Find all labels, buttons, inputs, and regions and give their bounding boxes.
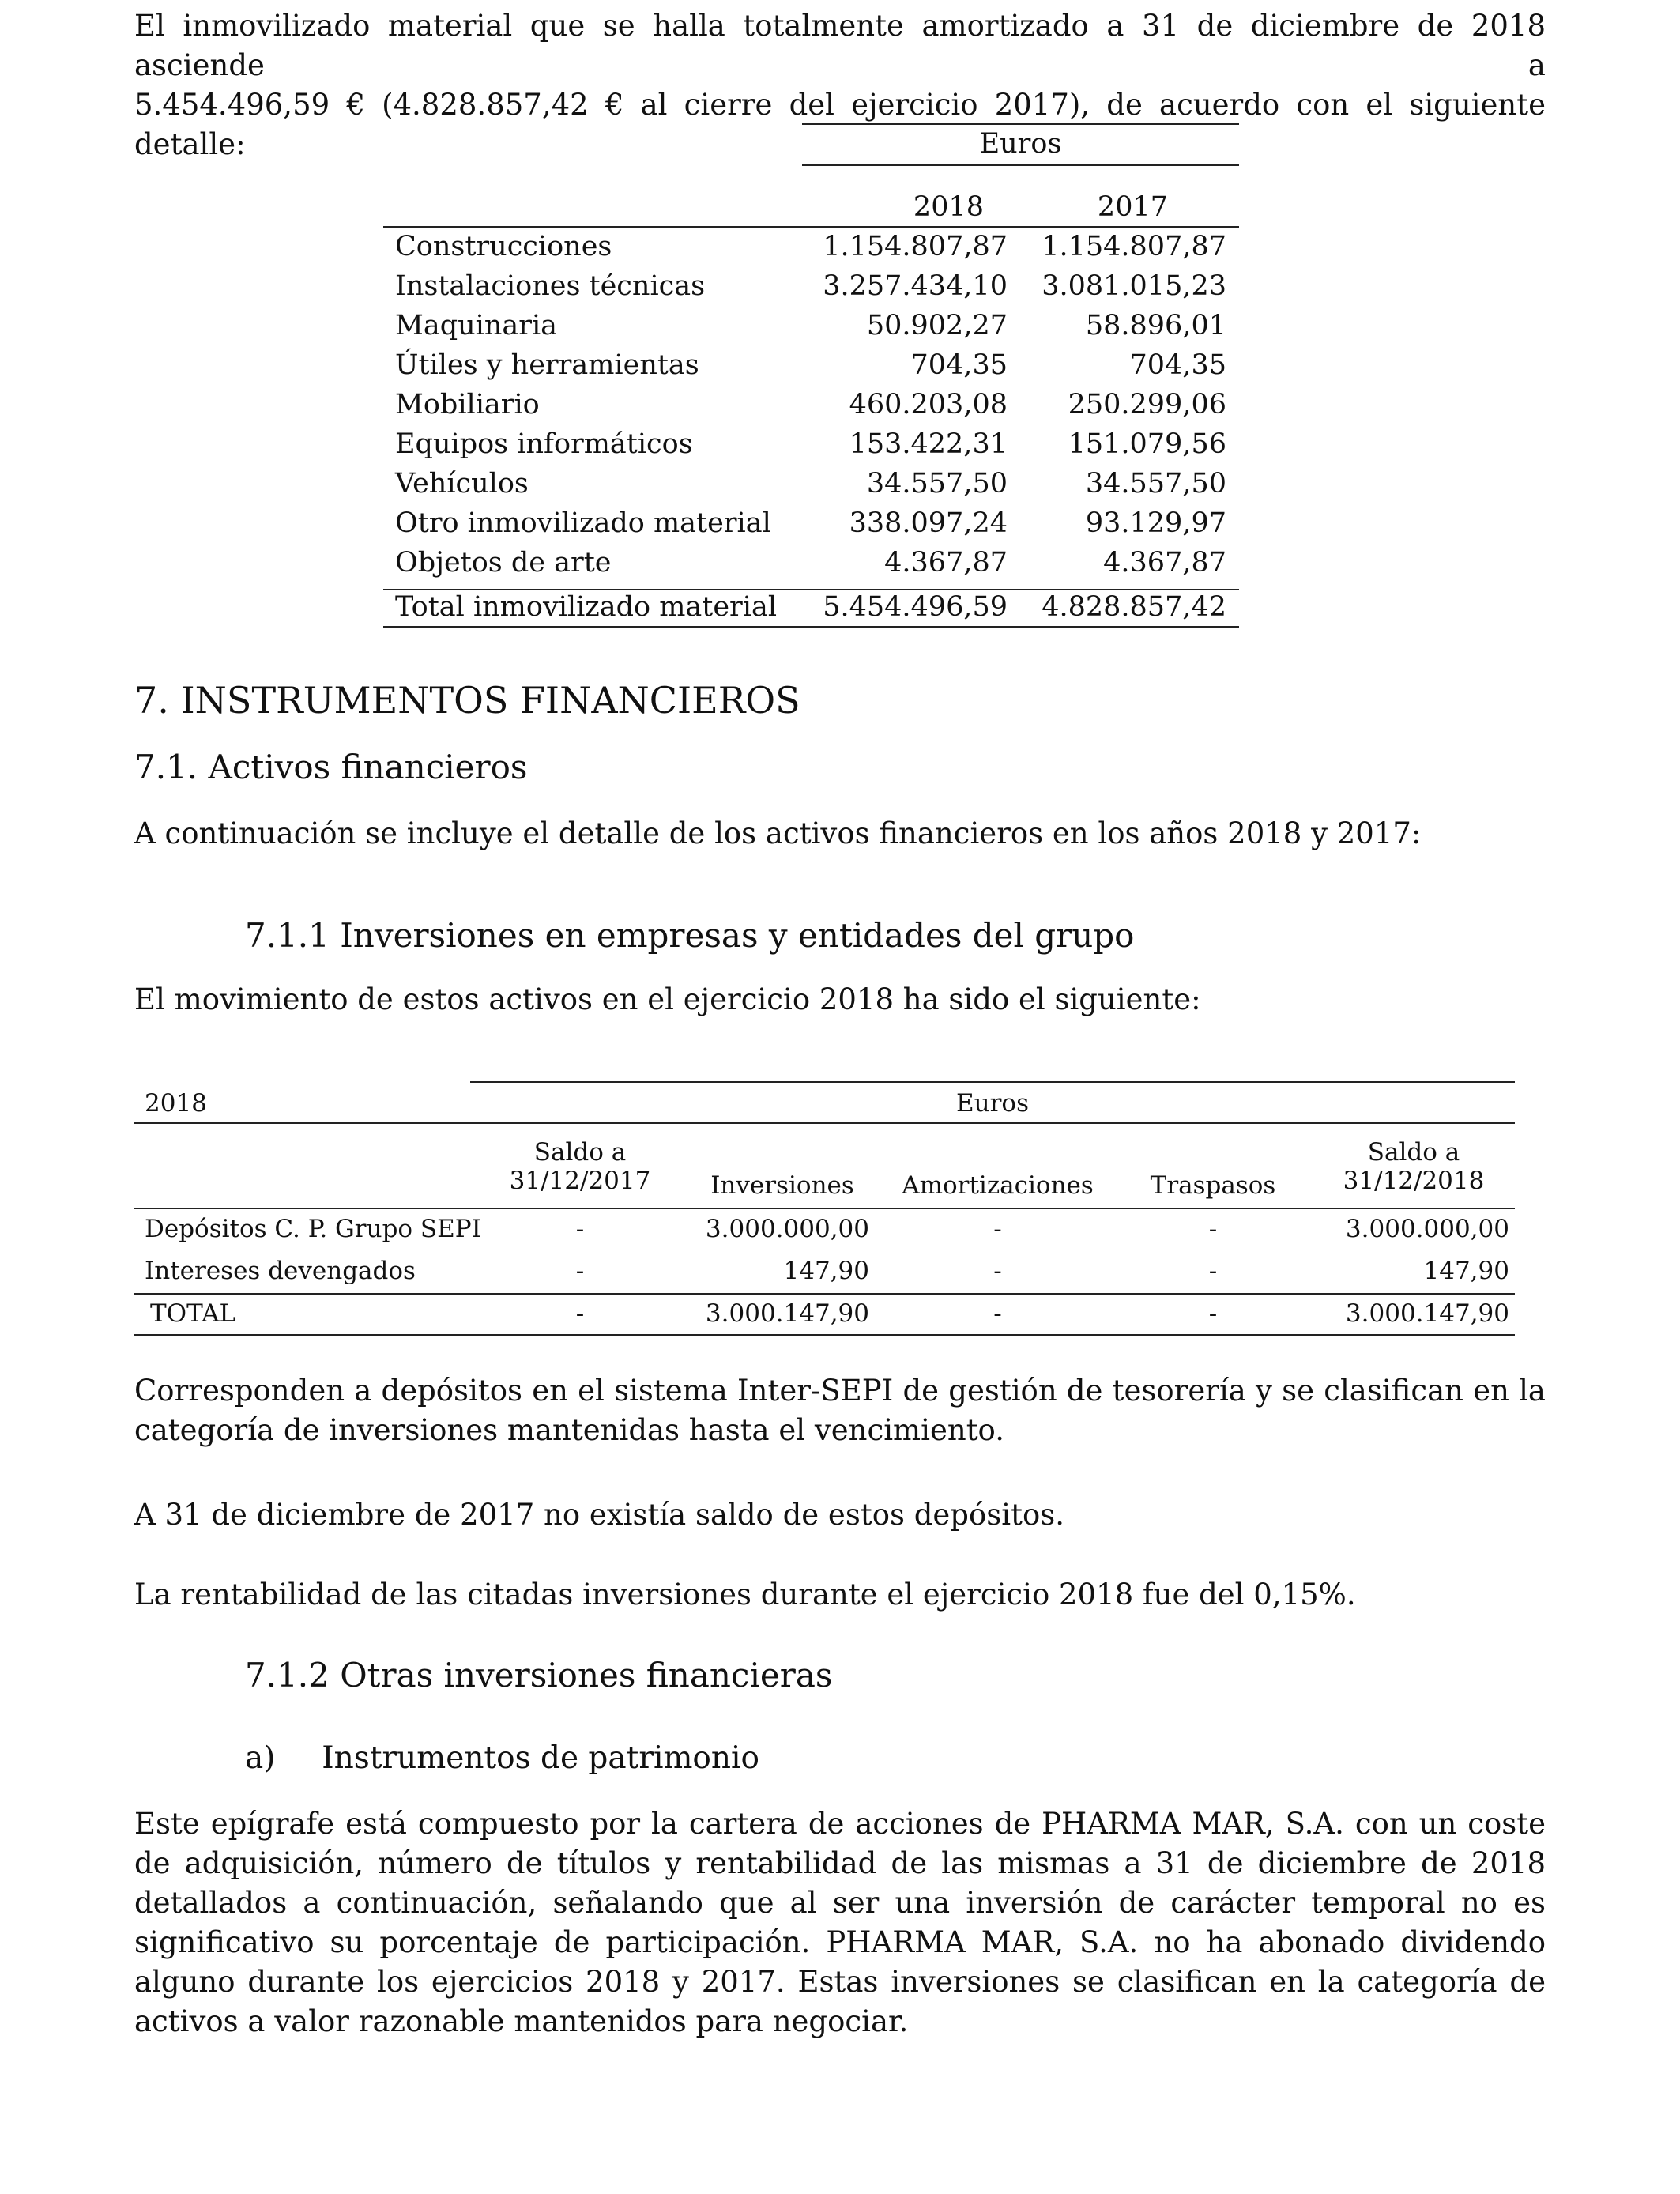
total-saldo-2018: 3.000.147,90 <box>1345 1299 1509 1328</box>
table2-header-saldo-2017 <box>490 1138 670 1195</box>
table2-header-saldo-2018 <box>1316 1138 1512 1195</box>
total-value-2017: 4.828.857,42 <box>1042 591 1226 623</box>
row-amortizaciones: - <box>993 1257 1002 1285</box>
header-date-2018: 31/12/2018 <box>1343 1167 1485 1195</box>
row-value-2017: 34.557,50 <box>1085 468 1226 499</box>
table1-col-2017: 2017 <box>1097 191 1168 223</box>
paragraph-no-balance-2017: A 31 de diciembre de 2017 no existía saldo de estos depósitos. <box>134 1498 1064 1532</box>
total-traspasos: - <box>1208 1299 1218 1328</box>
row-value-2017: 250.299,06 <box>1068 389 1226 420</box>
row-value-2017: 1.154.807,87 <box>1042 231 1226 262</box>
row-value-2017: 4.367,87 <box>1103 547 1226 579</box>
row-value-2018: 34.557,50 <box>866 468 1008 499</box>
paragraph-pharma-mar: Este epígrafe está compuesto por la cartera de acciones de PHARMA MAR, S.A. con un coste de adquisición, número de títulos y rentabilidad de las mismas a 31 de diciembre de 2018 detallados a continuación, señalando que al ser una inversión de carácter temporal no es significativo su porcentaje de participación. PHARMA MAR, S.A. no ha abonado dividendo alguno durante los ejercicios 2018 y 2017. Estas inversiones se clasifican en la categoría de activos a valor razonable mantenidos para negociar. <box>134 1807 1546 2038</box>
row-label: Depósitos C. P. Grupo SEPI <box>145 1215 481 1243</box>
row-value-2018: 338.097,24 <box>849 507 1008 539</box>
header-saldo-a: Saldo a <box>533 1138 627 1167</box>
row-value-2017: 58.896,01 <box>1085 310 1226 341</box>
paragraph-rentabilidad: La rentabilidad de las citadas inversiones durante el ejercicio 2018 fue del 0,15%. <box>134 1578 1356 1612</box>
section-7-title: 7. INSTRUMENTOS FINANCIEROS <box>134 679 800 722</box>
table2-year: 2018 <box>145 1089 207 1118</box>
table2-header-amortizaciones: Amortizaciones <box>902 1171 1094 1200</box>
row-label: Vehículos <box>395 468 529 499</box>
row-value-2018: 460.203,08 <box>849 389 1008 420</box>
row-label: Mobiliario <box>395 389 540 420</box>
table2-header-traspasos: Traspasos <box>1150 1171 1276 1200</box>
section-7-1-2-title: 7.1.2 Otras inversiones financieras <box>245 1656 833 1695</box>
row-label: Instalaciones técnicas <box>395 270 706 302</box>
row-value-2018: 704,35 <box>910 349 1008 381</box>
row-label: Otro inmovilizado material <box>395 507 771 539</box>
row-traspasos: - <box>1208 1257 1218 1285</box>
table2-total-row <box>0 1299 1680 1339</box>
item-a-marker: a) <box>245 1740 276 1776</box>
row-amortizaciones: - <box>993 1215 1002 1243</box>
total-inversiones: 3.000.147,90 <box>705 1299 869 1328</box>
table-row <box>0 1215 1680 1254</box>
row-saldo-2018: 3.000.000,00 <box>1345 1215 1509 1243</box>
row-label: Maquinaria <box>395 310 558 341</box>
paragraph-inter-sepi: Corresponden a depósitos en el sistema Inter-SEPI de gestión de tesorería y se clasifican en la categoría de inversiones mantenidas hasta el vencimiento. <box>134 1374 1546 1447</box>
section-7-1-1-title: 7.1.1 Inversiones en empresas y entidades del grupo <box>245 916 1135 955</box>
row-value-2017: 3.081.015,23 <box>1042 270 1226 302</box>
section-7-1-text: A continuación se incluye el detalle de los activos financieros en los años 2018 y 2017: <box>134 816 1422 850</box>
total-amortizaciones: - <box>993 1299 1002 1328</box>
row-saldo-2018: 147,90 <box>1423 1257 1509 1285</box>
table1-group-header: Euros <box>979 128 1062 160</box>
table-row <box>0 1257 1680 1296</box>
row-value-2018: 50.902,27 <box>866 310 1008 341</box>
row-label: Objetos de arte <box>395 547 612 579</box>
total-label: TOTAL <box>150 1299 236 1328</box>
row-value-2017: 93.129,97 <box>1085 507 1226 539</box>
header-saldo-a: Saldo a <box>1367 1138 1460 1167</box>
row-value-2018: 153.422,31 <box>849 428 1008 460</box>
row-inversiones: 3.000.000,00 <box>705 1215 869 1243</box>
item-a <box>245 1739 759 1778</box>
table2-header-inversiones: Inversiones <box>710 1171 854 1200</box>
total-saldo-2017: - <box>575 1299 585 1328</box>
total-value-2018: 5.454.496,59 <box>823 591 1008 623</box>
intro-line-2: 5.454.496,59 € (4.828.857,42 € al cierre del ejercicio 2017), de acuerdo con el siguiente detalle: <box>134 88 1546 161</box>
table1-col-2018: 2018 <box>913 191 984 223</box>
row-value-2018: 1.154.807,87 <box>823 231 1008 262</box>
row-label: Intereses devengados <box>145 1257 416 1285</box>
row-saldo-2017: - <box>575 1215 585 1243</box>
row-value-2017: 151.079,56 <box>1068 428 1226 460</box>
row-label: Construcciones <box>395 231 612 262</box>
row-value-2018: 3.257.434,10 <box>823 270 1008 302</box>
row-value-2018: 4.367,87 <box>884 547 1008 579</box>
table2-group-header: Euros <box>956 1089 1029 1118</box>
section-7-1-1-text: El movimiento de estos activos en el ejercicio 2018 ha sido el siguiente: <box>134 982 1201 1016</box>
header-date-2017: 31/12/2017 <box>509 1167 651 1195</box>
row-label: Útiles y herramientas <box>395 349 699 381</box>
section-7-1-title: 7.1. Activos financieros <box>134 748 528 786</box>
row-value-2017: 704,35 <box>1129 349 1226 381</box>
row-traspasos: - <box>1208 1215 1218 1243</box>
item-a-title: Instrumentos de patrimonio <box>322 1740 759 1776</box>
row-label: Equipos informáticos <box>395 428 693 460</box>
row-inversiones: 147,90 <box>783 1257 869 1285</box>
intro-line-1: El inmovilizado material que se halla totalmente amortizado a 31 de diciembre de 2018 asciende a <box>134 9 1546 82</box>
row-saldo-2017: - <box>575 1257 585 1285</box>
total-label: Total inmovilizado material <box>395 591 778 623</box>
